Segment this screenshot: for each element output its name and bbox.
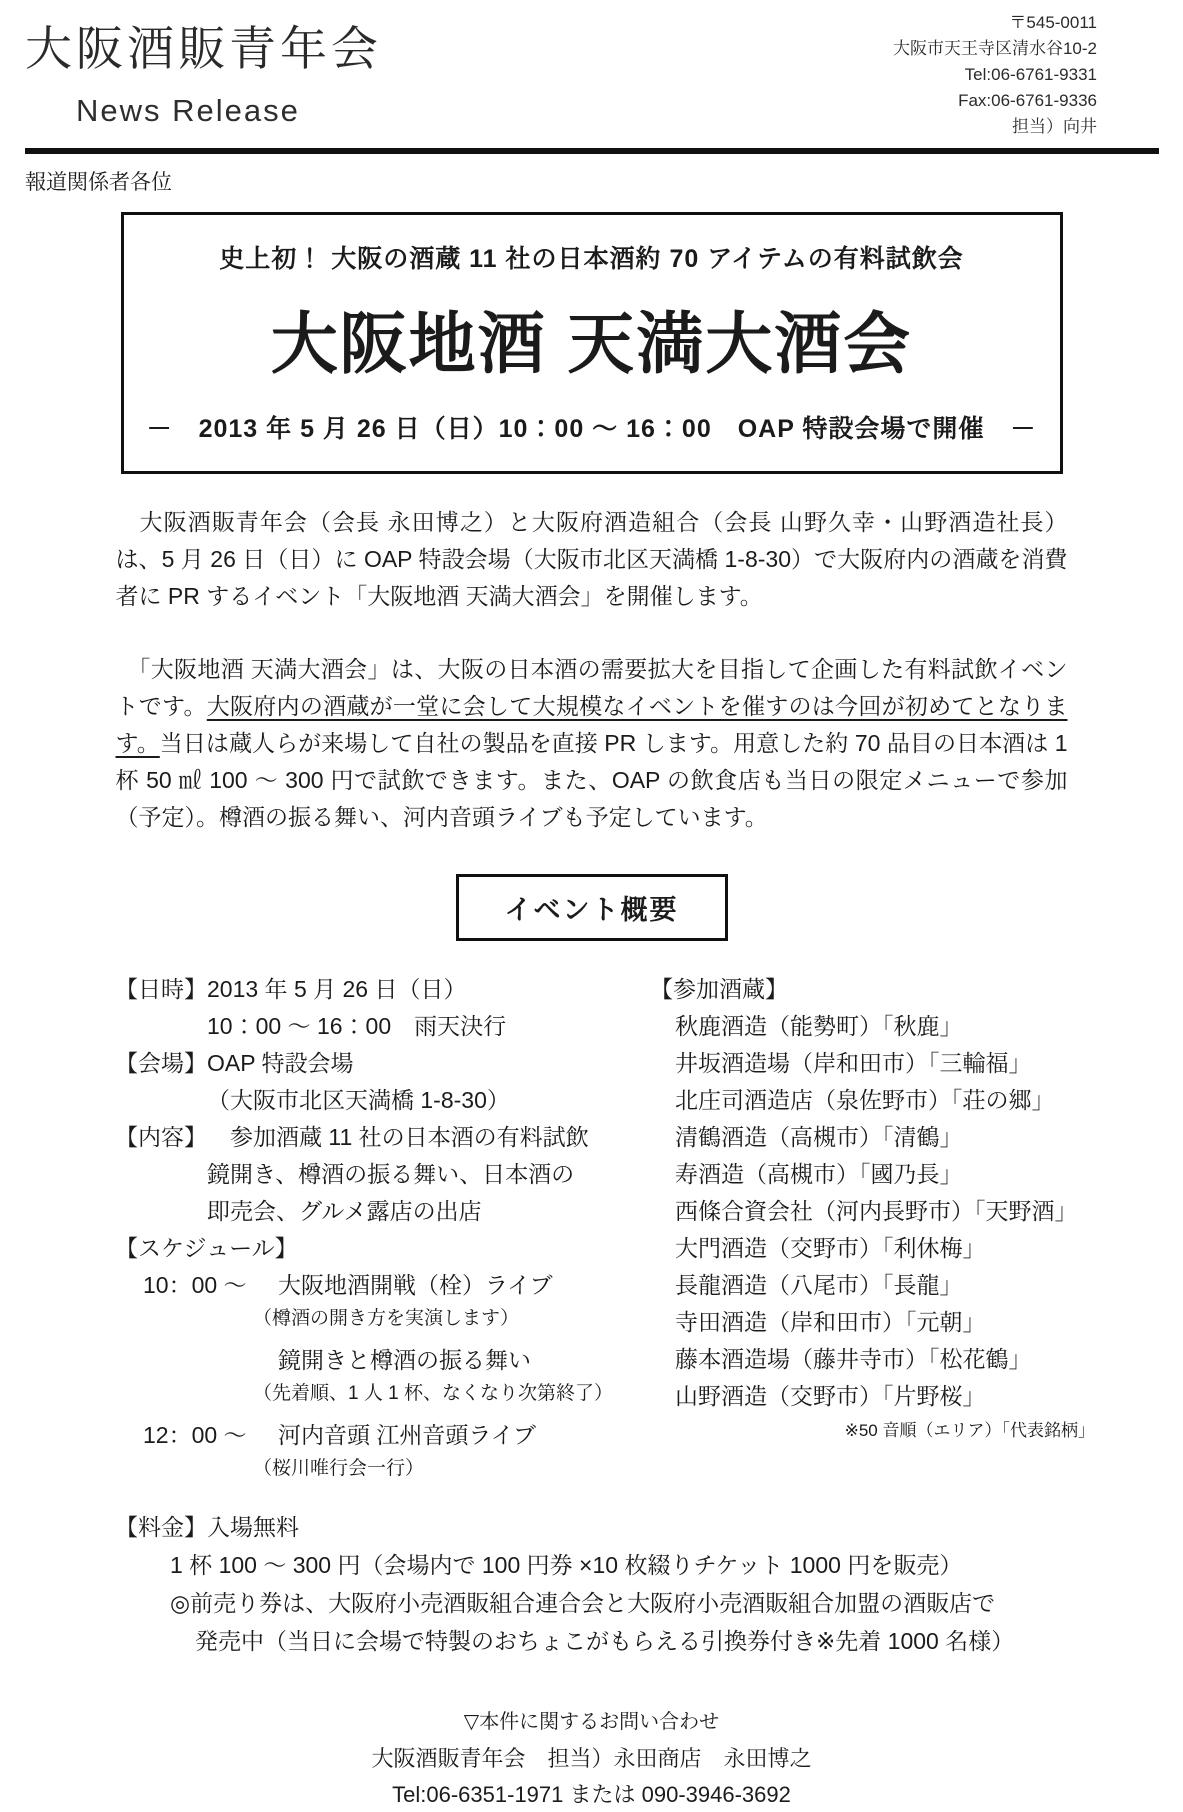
title-box <box>121 212 1063 474</box>
content-entry <box>115 1119 620 1230</box>
brewery-item: 寿酒造（高槻市）「國乃長」 <box>675 1161 963 1187</box>
venue-value: OAP 特設会場 <box>207 1050 354 1076</box>
tel: Tel:06-6761-9331 <box>964 65 1097 84</box>
schedule-item-title: 河内音頭 江州音頭ライブ <box>278 1422 537 1448</box>
content-label: 【内容】 <box>115 1124 207 1150</box>
content-value-3: 即売会、グルメ露店の出店 <box>207 1198 482 1224</box>
brewery-item: 井坂酒造場（岸和田市）「三輪福」 <box>675 1050 1032 1076</box>
brewery-item: 西條合資会社（河内長野市）「天野酒」 <box>675 1198 1078 1224</box>
content-value: 参加酒蔵 11 社の日本酒の有料試飲 <box>207 1124 589 1150</box>
venue-value-2: （大阪市北区天満橋 1-8-30） <box>207 1087 510 1113</box>
schedule-item-note: （桜川唯行会一行） <box>253 1458 425 1479</box>
schedule-item <box>253 1417 620 1492</box>
breweries-label: 【参加酒蔵】 <box>650 976 788 1002</box>
schedule-row <box>143 1342 620 1417</box>
footer-contact: 大阪酒販青年会 担当）永田商店 永田博之 <box>371 1746 812 1771</box>
header-divider <box>25 148 1159 154</box>
schedule-time: 10：00 ～ <box>143 1272 247 1298</box>
datetime-label: 【日時】 <box>115 976 207 1002</box>
fee-line-3: ◎前売り券は、大阪府小売酒販組合連合会と大阪府小売酒販組合加盟の酒販店で <box>170 1590 996 1616</box>
schedule-item <box>253 1267 620 1342</box>
brewery-item: 清鶴酒造（高槻市）「清鶴」 <box>675 1124 963 1150</box>
content-values <box>207 1119 620 1230</box>
fee-line-4: 発売中（当日に会場で特製のおちょこがもらえる引換券付き※先着 1000 名様） <box>195 1628 1015 1654</box>
datetime-value-2: 10：00 ～ 16：00 雨天決行 <box>207 1013 507 1039</box>
paragraph-1: 大阪酒販青年会（会長 永田博之）と大阪府酒造組合（会長 山野久幸・山野酒造社長）は、5 月 26 日（日）に OAP 特設会場（大阪市北区天満橋 1-8-30）で大阪府内の酒蔵を消費者に PR するイベント「大阪地酒 天満大酒会」を開催します。 <box>115 509 1068 609</box>
breweries-note: ※50 音順（エリア）「代表銘柄」 <box>844 1421 1095 1440</box>
schedule-item-note: （樽酒の開き方を実演します） <box>253 1308 520 1329</box>
salutation: 報道関係者各位 <box>25 171 172 194</box>
event-dateline: － 2013 年 5 月 26 日（日）10：00 ～ 16：00 OAP 特設会場で開催 － <box>146 415 1037 443</box>
datetime-value: 2013 年 5 月 26 日（日） <box>207 976 467 1002</box>
datetime-entry <box>115 971 620 1045</box>
fax: Fax:06-6761-9336 <box>958 91 1097 110</box>
breweries-column <box>650 971 1095 1492</box>
brewery-item: 寺田酒造（岸和田市）「元朝」 <box>675 1309 986 1335</box>
header <box>0 0 1183 148</box>
fee-line <box>115 1508 1183 1546</box>
doc-type-label: News Release <box>76 93 300 128</box>
fee-label: 【料金】 <box>115 1514 207 1540</box>
contact-block <box>893 10 1097 140</box>
overview-heading-box <box>456 874 728 941</box>
venue-entry <box>115 1045 620 1119</box>
brewery-item: 大門酒造（交野市）「利休梅」 <box>675 1235 986 1261</box>
paragraph-2-end: 当日は蔵人らが来場して自社の製品を直接 PR します。用意した約 70 品目の日本酒は 1 杯 50 ㎖ 100 ～ 300 円で試飲できます。また、OAP の飲食店も当日の限定メニューで参加（予定）。樽酒の振る舞い、河内音頭ライブも予定しています。 <box>115 730 1068 830</box>
event-subtitle: 史上初！ 大阪の酒蔵 11 社の日本酒約 70 アイテムの有料試飲会 <box>219 245 964 273</box>
org-name: 大阪酒販青年会 <box>25 22 382 75</box>
address: 大阪市天王寺区清水谷10-2 <box>892 39 1097 58</box>
schedule-item-note: （先着順、1 人 1 杯、なくなり次第終了） <box>253 1383 613 1404</box>
paragraph-2 <box>116 651 1068 836</box>
content-value-2: 鏡開き、樽酒の振る舞い、日本酒の <box>207 1161 575 1187</box>
venue-label: 【会場】 <box>115 1050 207 1076</box>
fee-line-2: 1 杯 100 ～ 300 円（会場内で 100 円券 ×10 枚綴りチケット 1000 円を販売） <box>170 1552 963 1578</box>
brewery-item: 秋鹿酒造（能勢町）「秋鹿」 <box>675 1013 963 1039</box>
schedule-item <box>253 1342 620 1417</box>
event-details-column <box>115 971 620 1492</box>
fee-value: 入場無料 <box>207 1514 299 1540</box>
brewery-item: 藤本酒造場（藤井寺市）「松花鶴」 <box>675 1346 1032 1372</box>
overview-heading: イベント概要 <box>504 895 679 925</box>
schedule-item-title: 鏡開きと樽酒の振る舞い <box>278 1347 531 1373</box>
schedule-time: 12：00 ～ <box>143 1422 247 1448</box>
fee-section <box>115 1508 1183 1660</box>
paragraph-2-start: 「大阪地酒 天満大酒会」は、大阪の日本酒の需要拡大を目指して企画した有料試飲イベントです。 <box>115 656 1068 719</box>
footer <box>0 1706 1183 1812</box>
paragraph-2-underlined: 大阪府内の酒蔵が一堂に会して大規模なイベントを催すのは今回が初めてとなります。 <box>115 693 1068 756</box>
datetime-values <box>207 971 620 1045</box>
contact-person: 担当）向井 <box>1012 117 1097 136</box>
brewery-item: 長龍酒造（八尾市）「長龍」 <box>675 1272 963 1298</box>
schedule-row <box>143 1417 620 1492</box>
venue-values <box>207 1045 620 1119</box>
schedule-item-title: 大阪地酒開戦（栓）ライブ <box>278 1272 553 1298</box>
event-title: 大阪地酒 天満大酒会 <box>270 307 913 382</box>
footer-phone: Tel:06-6351-1971 または 090-3946-3692 <box>392 1782 791 1807</box>
footer-inquiry-heading: ▽本件に関するお問い合わせ <box>463 1711 720 1733</box>
brewery-item: 山野酒造（交野市）「片野桜」 <box>675 1383 986 1409</box>
overview-details <box>115 971 1183 1492</box>
brewery-item: 北庄司酒造店（泉佐野市）「荘の郷」 <box>675 1087 1055 1113</box>
postal-code: 〒545-0011 <box>1009 13 1097 32</box>
schedule-label: 【スケジュール】 <box>115 1235 298 1261</box>
brewery-list <box>675 1008 1095 1415</box>
schedule-row <box>143 1267 620 1342</box>
